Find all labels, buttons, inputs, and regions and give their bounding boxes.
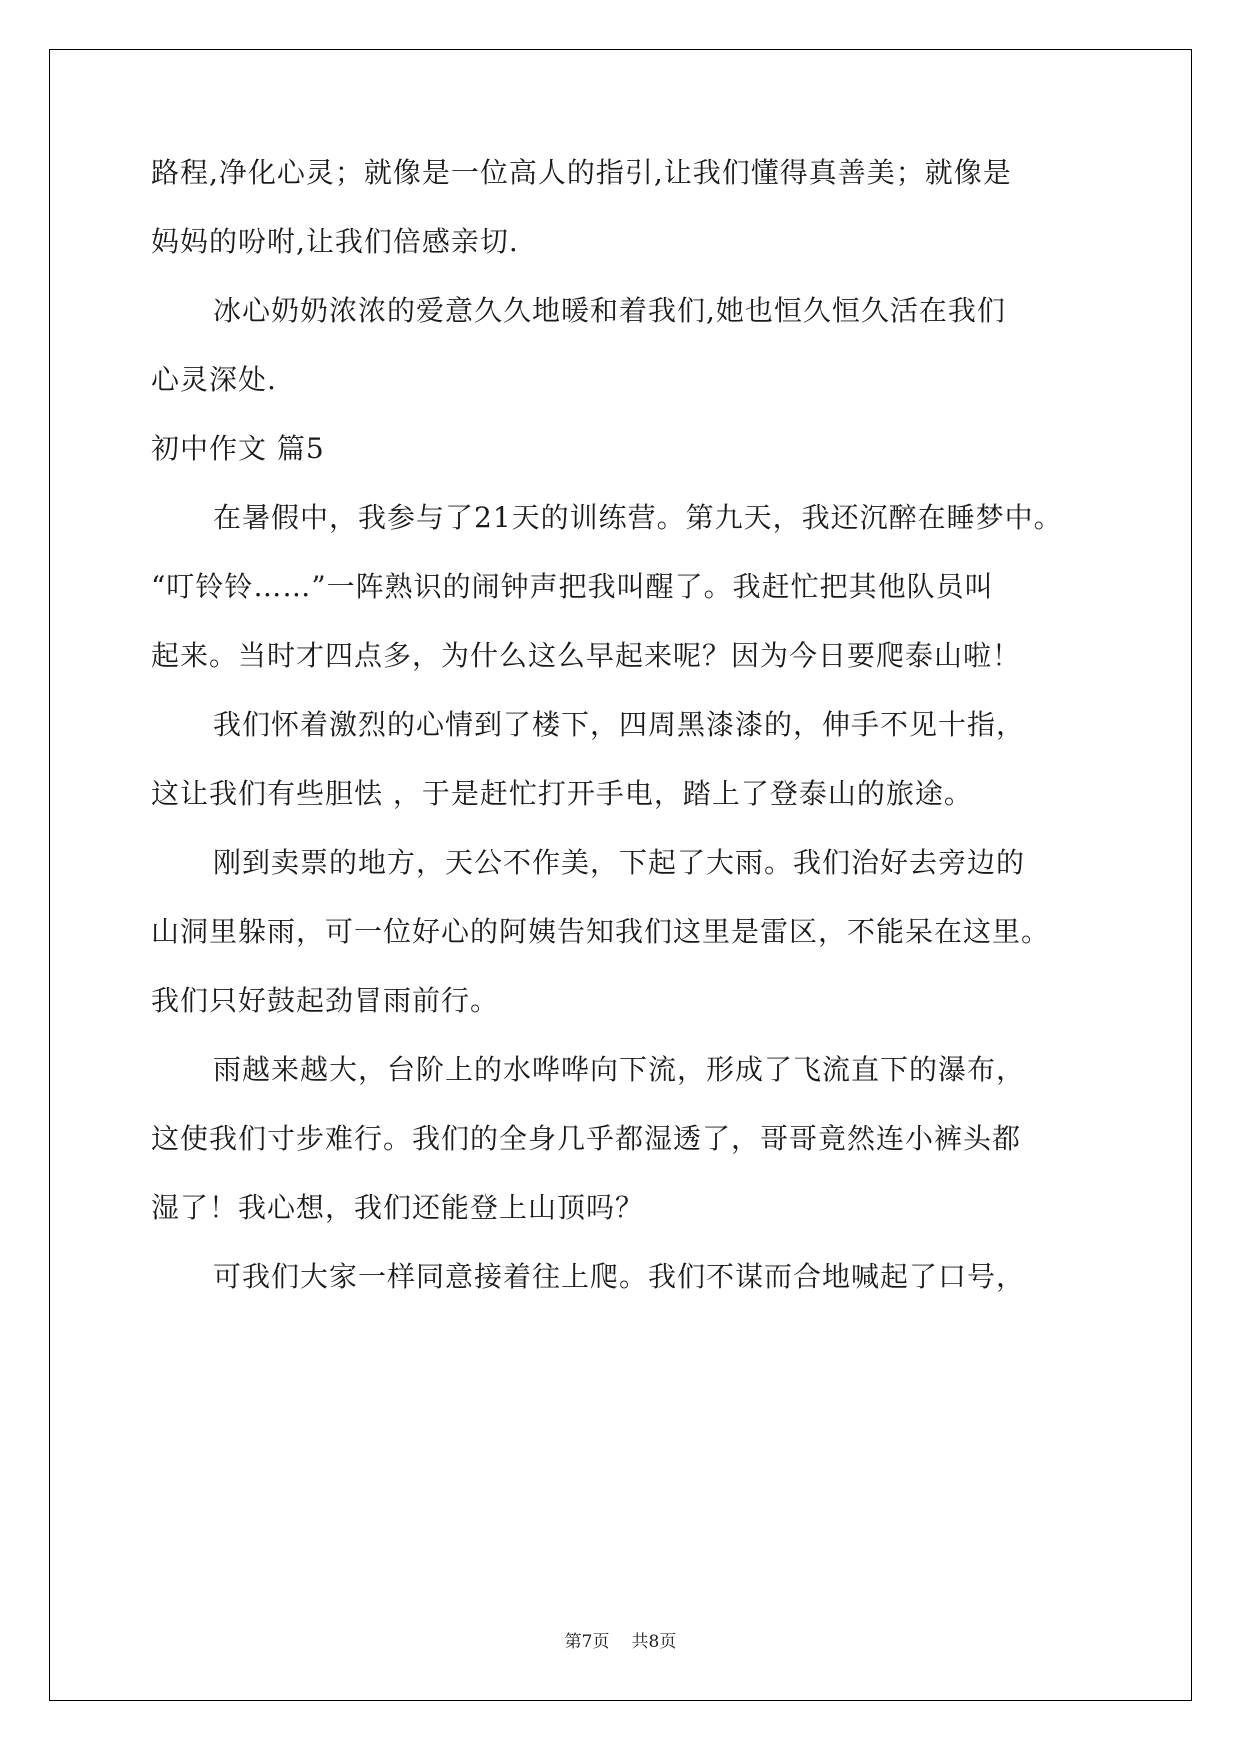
text-line: 这使我们寸步难行。我们的全身几乎都湿透了，哥哥竟然连小裤头都	[151, 1122, 1022, 1155]
paragraph-start: 冰心奶奶浓浓的爱意久久地暖和着我们,她也恒久恒久活在我们	[213, 294, 1006, 327]
page-total: 共8页	[631, 1632, 677, 1652]
text-line: “叮铃铃……”一阵熟识的闹钟声把我叫醒了。我赶忙把其他队员叫	[151, 570, 994, 603]
page-footer	[0, 1631, 1241, 1653]
text-line: 山洞里躲雨，可一位好心的阿姨告知我们这里是雷区，不能呆在这里。	[151, 915, 1051, 948]
paragraph-start: 刚到卖票的地方，天公不作美，下起了大雨。我们治好去旁边的	[213, 846, 1026, 879]
document-body	[151, 155, 1091, 1328]
text-line: 湿了！我心想，我们还能登上山顶吗？	[151, 1191, 645, 1224]
text-line: 起来。当时才四点多，为什么这么早起来呢？因为今日要爬泰山啦！	[151, 639, 1022, 672]
text-line: 这让我们有些胆怯 ，于是赶忙打开手电，踏上了登泰山的旅途。	[151, 777, 973, 810]
page-number: 第7页	[564, 1632, 610, 1652]
text-line: 路程,净化心灵；就像是一位高人的指引,让我们懂得真善美；就像是	[151, 156, 1012, 189]
paragraph-start: 我们怀着激烈的心情到了楼下，四周黑漆漆的，伸手不见十指，	[213, 708, 1026, 741]
text-line: 心灵深处.	[151, 363, 277, 396]
text-line: 妈妈的吩咐,让我们倍感亲切.	[151, 225, 519, 258]
paragraph-start: 雨越来越大，台阶上的水哗哗向下流，形成了飞流直下的瀑布，	[213, 1053, 1026, 1086]
text-line: 我们只好鼓起劲冒雨前行。	[151, 984, 500, 1017]
paragraph-start: 在暑假中，我参与了21天的训练营。第九天，我还沉醉在睡梦中。	[213, 501, 1063, 534]
section-heading: 初中作文 篇5	[151, 432, 325, 465]
paragraph-start: 可我们大家一样同意接着往上爬。我们不谋而合地喊起了口号，	[213, 1260, 1026, 1293]
